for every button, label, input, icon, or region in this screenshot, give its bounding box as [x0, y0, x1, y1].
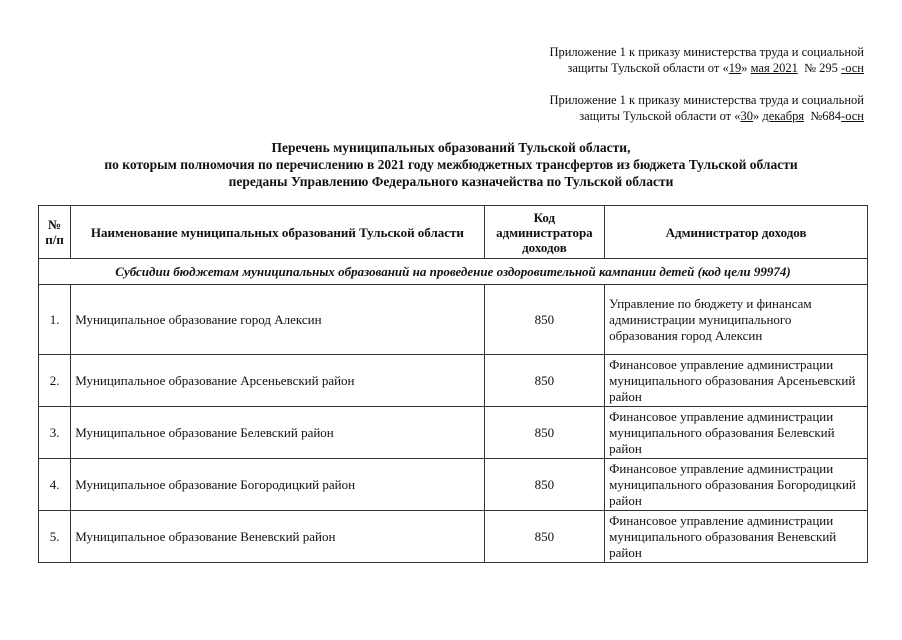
- row-admin: Финансовое управление администрации муниципального образования Белевский район: [605, 407, 868, 459]
- section-row: [39, 259, 868, 285]
- header-admin: Администратор доходов: [605, 206, 868, 259]
- header-name: Наименование муниципальных образований Тульской области: [71, 206, 484, 259]
- appendix-note-2-month: декабря: [762, 109, 805, 123]
- appendix-note-2-line1: Приложение 1 к приказу министерства труда и социальной: [549, 93, 864, 107]
- appendix-note-2-suffix: -осн: [841, 109, 864, 123]
- row-num: 5.: [39, 511, 71, 563]
- table-header-row: [39, 206, 868, 259]
- appendix-note-2-line2: [444, 108, 864, 124]
- document-title-line2: по которым полномочия по перечислению в 2021 году межбюджетных трансфертов из бюджета Тульской области: [104, 157, 798, 172]
- row-code: 850: [484, 285, 605, 355]
- appendix-note-1-prefix: защиты Тульской области от «: [567, 61, 729, 75]
- table-row: [39, 355, 868, 407]
- row-code: 850: [484, 355, 605, 407]
- appendix-note-1-day: 19: [728, 61, 742, 75]
- row-name: Муниципальное образование Богородицкий район: [71, 459, 484, 511]
- document-title-line3: переданы Управлению Федерального казначейства по Тульской области: [228, 174, 674, 189]
- appendix-note-2-mid: »: [753, 109, 763, 123]
- appendix-note-2-number: №684: [804, 109, 842, 123]
- section-title: Субсидии бюджетам муниципальных образований на проведение оздоровительной кампании детей (код цели 99974): [39, 259, 868, 285]
- row-num: 2.: [39, 355, 71, 407]
- row-admin: Финансовое управление администрации муниципального образования Богородицкий район: [605, 459, 868, 511]
- row-num: 3.: [39, 407, 71, 459]
- table-row: [39, 285, 868, 355]
- appendix-note-1-suffix: -осн: [841, 61, 864, 75]
- appendix-note-1-line2: [444, 60, 864, 76]
- table-row: [39, 511, 868, 563]
- table-row: [39, 407, 868, 459]
- document-title-line1: Перечень муниципальных образований Тульской области,: [271, 140, 631, 155]
- header-num: № п/п: [39, 206, 71, 259]
- row-name: Муниципальное образование город Алексин: [71, 285, 484, 355]
- row-name: Муниципальное образование Белевский район: [71, 407, 484, 459]
- row-name: Муниципальное образование Веневский район: [71, 511, 484, 563]
- row-num: 1.: [39, 285, 71, 355]
- appendix-note-1-line1: Приложение 1 к приказу министерства труда и социальной: [549, 45, 864, 59]
- row-admin: Финансовое управление администрации муниципального образования Арсеньевский район: [605, 355, 868, 407]
- appendix-note-2-prefix: защиты Тульской области от «: [579, 109, 741, 123]
- appendix-note-1-number: № 295: [797, 61, 842, 75]
- row-code: 850: [484, 407, 605, 459]
- row-code: 850: [484, 459, 605, 511]
- appendix-note-1-month: мая 2021: [750, 61, 798, 75]
- row-name: Муниципальное образование Арсеньевский район: [71, 355, 484, 407]
- row-code: 850: [484, 511, 605, 563]
- table-row: [39, 459, 868, 511]
- document-title: [20, 139, 882, 190]
- municipalities-table: [38, 205, 868, 563]
- appendix-note-1-mid: »: [741, 61, 751, 75]
- row-admin: Управление по бюджету и финансам администрации муниципального образования город Алексин: [605, 285, 868, 355]
- row-num: 4.: [39, 459, 71, 511]
- row-admin: Финансовое управление администрации муниципального образования Веневский район: [605, 511, 868, 563]
- appendix-note-1: [444, 44, 864, 76]
- header-code: Код администратора доходов: [484, 206, 605, 259]
- appendix-note-2-day: 30: [740, 109, 754, 123]
- appendix-note-2: [444, 92, 864, 124]
